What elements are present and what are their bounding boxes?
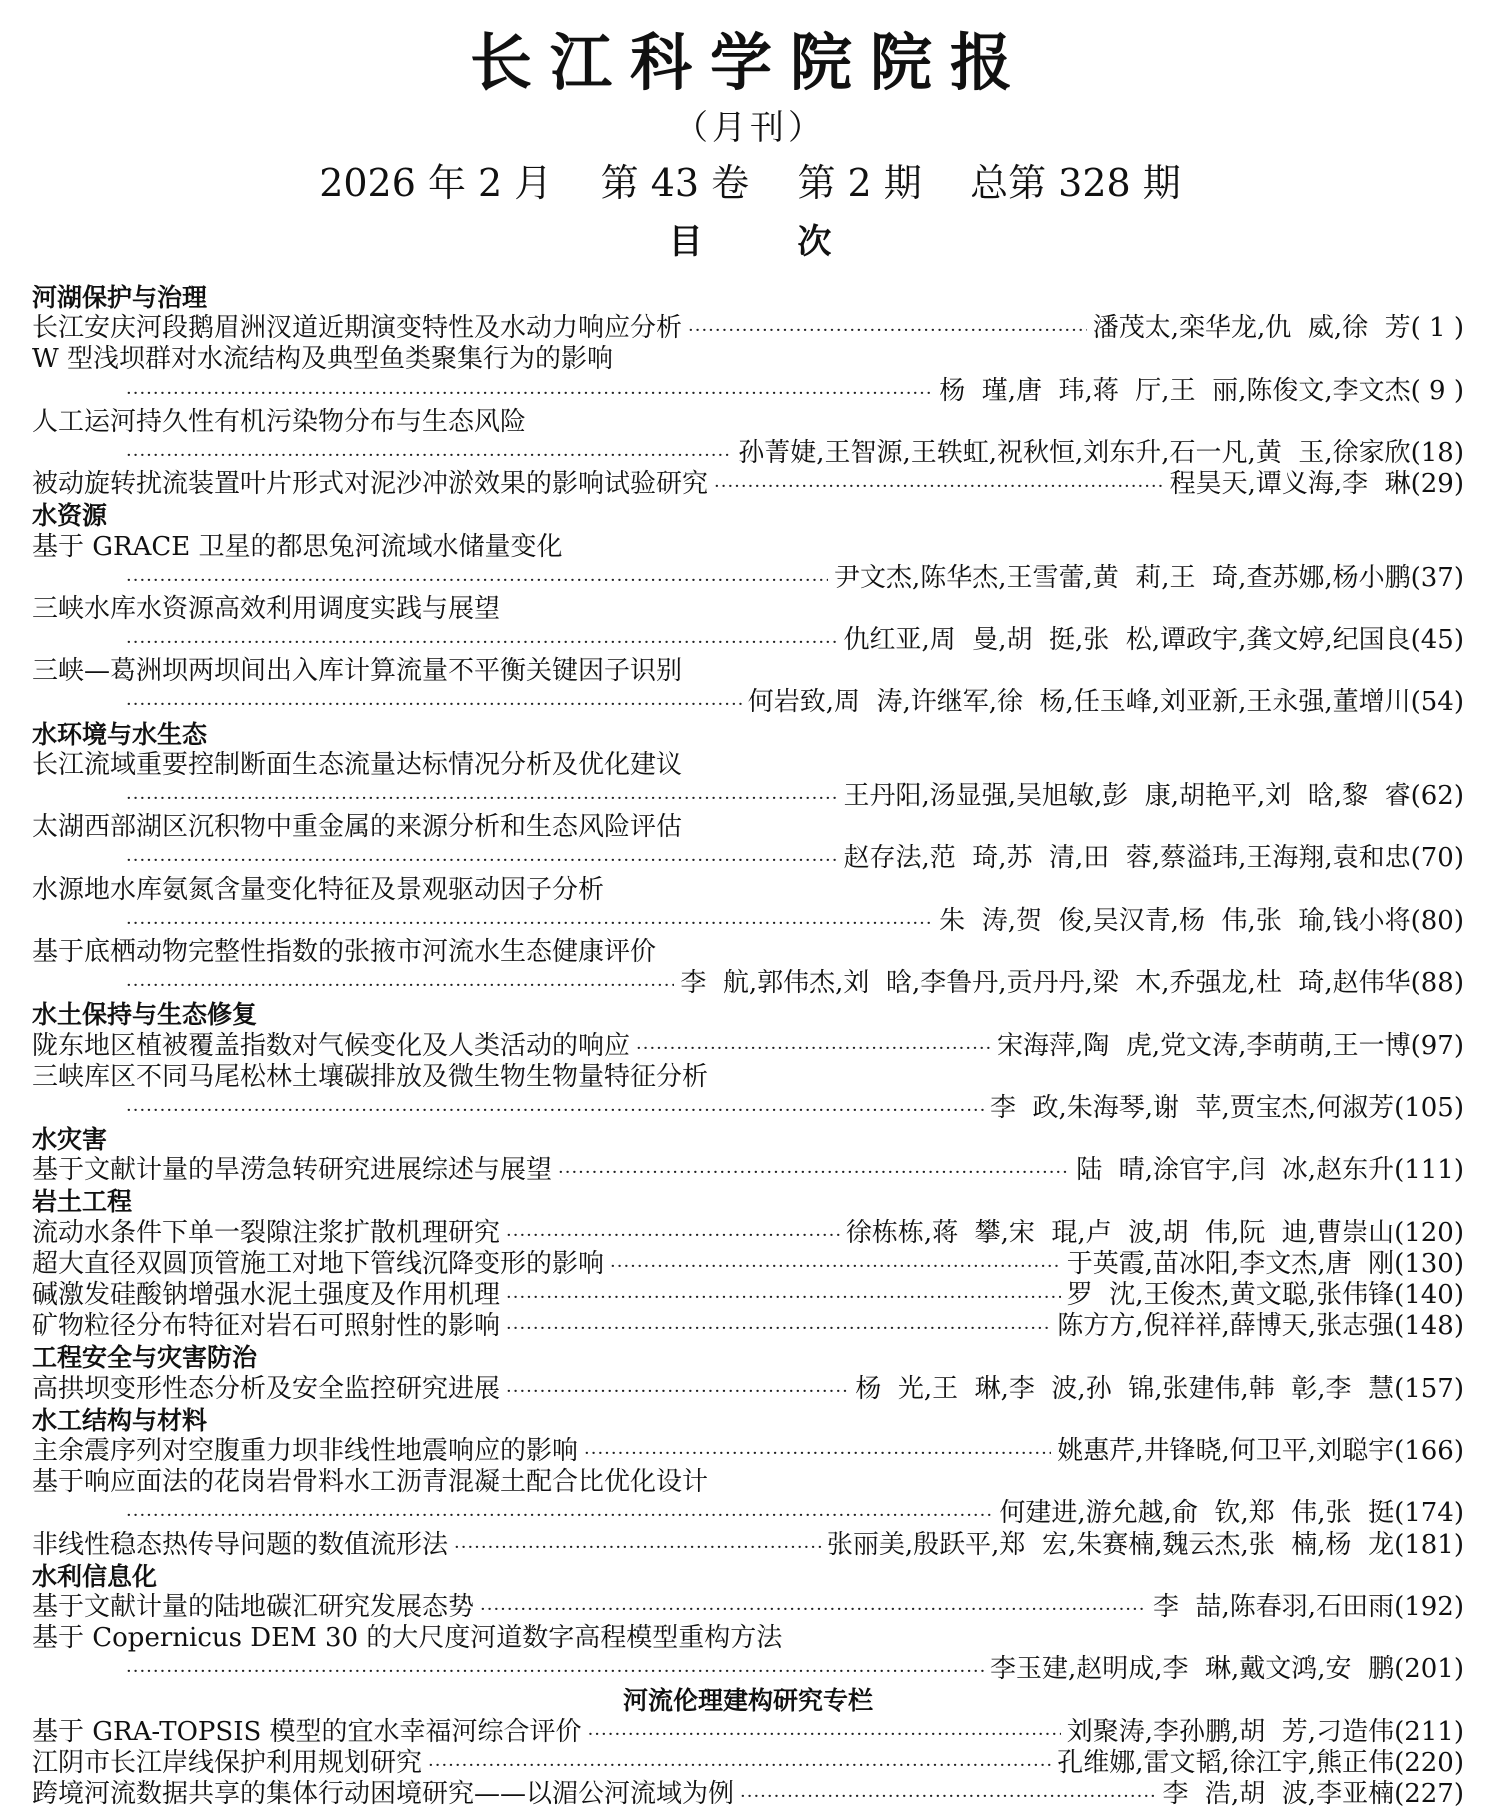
toc-entry[interactable] — [32, 1093, 1464, 1124]
article-authors: 仇红亚,周 曼,胡 挺,张 松,谭政宇,龚文婷,纪国良 — [843, 625, 1411, 656]
publication-frequency: （月刊） — [674, 108, 826, 148]
article-authors: 孙菁婕,王智源,王轶虹,祝秋恒,刘东升,石一凡,黄 玉,徐家欣 — [738, 437, 1411, 468]
page-number: (45) — [1410, 625, 1464, 656]
toc-entry[interactable] — [32, 687, 1464, 718]
article-title[interactable]: W 型浅坝群对水流结构及典型鱼类聚集行为的影响 — [32, 344, 613, 375]
section-heading: 水环境与水生态 — [32, 719, 208, 749]
page-number: (166) — [1394, 1435, 1464, 1466]
dot-leader — [454, 1532, 821, 1563]
toc-entry[interactable] — [32, 968, 1464, 999]
page-number: (192) — [1394, 1591, 1464, 1622]
dot-leader — [126, 908, 933, 939]
article-title[interactable]: 基于 GRA-TOPSIS 模型的宜水幸福河综合评价 — [32, 1716, 582, 1747]
page-number: ( 9 ) — [1410, 375, 1464, 406]
toc-entry-title-line[interactable] — [32, 407, 1464, 438]
toc-entry[interactable] — [32, 1530, 1464, 1561]
section-heading: 水工结构与材料 — [32, 1405, 208, 1435]
article-title[interactable]: 基于文献计量的陆地碳汇研究发展态势 — [32, 1591, 475, 1622]
dot-leader — [636, 1033, 991, 1064]
toc-entry-title-line[interactable] — [32, 344, 1464, 375]
article-title[interactable]: 跨境河流数据共享的集体行动困境研究——以湄公河流域为例 — [32, 1779, 735, 1809]
page-number: (105) — [1394, 1092, 1464, 1123]
dot-leader — [428, 1750, 1051, 1781]
page-number: (148) — [1394, 1311, 1464, 1342]
article-authors: 李 浩,胡 波,李亚楠 — [1162, 1779, 1395, 1809]
article-authors: 徐栋栋,蒋 攀,宋 琨,卢 波,胡 伟,阮 迪,曹崇山 — [845, 1217, 1395, 1248]
article-authors: 姚惠芹,井锋晓,何卫平,刘聪宇 — [1057, 1435, 1395, 1466]
article-title[interactable]: 被动旋转扰流装置叶片形式对泥沙冲淤效果的影响试验研究 — [32, 469, 709, 500]
page-number: (29) — [1410, 469, 1464, 500]
dot-leader — [126, 378, 933, 409]
article-title[interactable]: 三峡—葛洲坝两坝间出入库计算流量不平衡关键因子识别 — [32, 656, 683, 687]
dot-leader — [506, 1220, 840, 1251]
table-of-contents — [32, 282, 1464, 1810]
page-number: (130) — [1394, 1248, 1464, 1279]
toc-entry-title-line[interactable] — [32, 532, 1464, 563]
section-heading: 水利信息化 — [32, 1561, 158, 1591]
dot-leader — [610, 1251, 1061, 1282]
article-authors: 宋海萍,陶 虎,党文涛,李萌萌,王一博 — [997, 1030, 1411, 1061]
section-heading: 河流伦理建构研究专栏 — [622, 1686, 873, 1716]
section-heading: 水土保持与生态修复 — [32, 1000, 258, 1030]
toc-entry-title-line[interactable] — [32, 1062, 1464, 1093]
dot-leader — [740, 1781, 1156, 1812]
article-title[interactable]: 江阴市长江岸线保护利用规划研究 — [32, 1747, 423, 1778]
dot-leader — [714, 471, 1164, 502]
toc-heading: 目 次 — [668, 222, 832, 262]
page-number: (62) — [1410, 781, 1464, 811]
article-title[interactable]: 长江流域重要控制断面生态流量达标情况分析及优化建议 — [32, 749, 683, 780]
toc-entry-title-line[interactable] — [32, 750, 1464, 781]
page-number: (181) — [1394, 1529, 1464, 1560]
article-authors: 李 政,朱海琴,谢 苹,贾宝杰,何淑芳 — [989, 1092, 1395, 1123]
page-number: (88) — [1410, 968, 1464, 999]
article-title[interactable]: 高拱坝变形性态分析及安全监控研究进展 — [32, 1373, 501, 1404]
section-heading: 河湖保护与治理 — [32, 283, 208, 312]
article-title[interactable]: 太湖西部湖区沉积物中重金属的来源分析和生态风险评估 — [32, 812, 683, 843]
page-number: (201) — [1394, 1654, 1464, 1685]
toc-entry[interactable] — [32, 1249, 1464, 1280]
article-authors: 赵存法,范 琦,苏 清,田 蓉,蔡溢玮,王海翔,袁和忠 — [843, 843, 1411, 874]
page-number: (111) — [1394, 1155, 1464, 1186]
toc-entry[interactable] — [32, 1311, 1464, 1342]
article-title[interactable]: 人工运河持久性有机污染物分布与生态风险 — [32, 406, 527, 437]
dot-leader — [480, 1594, 1147, 1625]
article-authors: 罗 沈,王俊杰,黄文聪,张伟锋 — [1066, 1280, 1395, 1310]
article-title[interactable]: 三峡水库水资源高效利用调度实践与展望 — [32, 593, 501, 624]
toc-entry[interactable] — [32, 1374, 1464, 1405]
article-title[interactable]: 碱激发硅酸钠增强水泥土强度及作用机理 — [32, 1280, 501, 1310]
toc-entry[interactable] — [32, 906, 1464, 937]
toc-entry-title-line[interactable] — [32, 594, 1464, 625]
page-number: (157) — [1394, 1373, 1464, 1404]
page-number: (211) — [1394, 1716, 1464, 1747]
page-number: (97) — [1410, 1030, 1464, 1061]
page-number: (227) — [1394, 1779, 1464, 1809]
article-title[interactable]: 非线性稳态热传导问题的数值流形法 — [32, 1529, 449, 1560]
page-number: (174) — [1394, 1498, 1464, 1529]
article-authors: 李玉建,赵明成,李 琳,戴文鸿,安 鹏 — [989, 1654, 1395, 1685]
page-number: (140) — [1394, 1280, 1464, 1310]
article-title[interactable]: 主余震序列对空腹重力坝非线性地震响应的影响 — [32, 1435, 579, 1466]
toc-entry[interactable] — [32, 376, 1464, 407]
dot-leader — [126, 689, 742, 720]
article-title[interactable]: 基于底栖动物完整性指数的张掖市河流水生态健康评价 — [32, 936, 657, 967]
toc-entry[interactable] — [32, 438, 1464, 469]
article-authors: 刘聚涛,李孙鹏,胡 芳,刁造伟 — [1066, 1716, 1395, 1747]
issue-info: 2026 年 2 月 第 43 卷 第 2 期 总第 328 期 — [319, 161, 1181, 205]
toc-entry[interactable] — [32, 1155, 1464, 1186]
toc-entry[interactable] — [32, 781, 1464, 812]
article-authors: 孔维娜,雷文韬,徐江宇,熊正伟 — [1057, 1747, 1395, 1778]
toc-entry[interactable] — [32, 469, 1464, 500]
toc-entry[interactable] — [32, 1498, 1464, 1529]
dot-leader — [126, 1095, 984, 1126]
article-title[interactable]: 矿物粒径分布特征对岩石可照射性的影响 — [32, 1311, 501, 1342]
dot-leader — [506, 1313, 1051, 1344]
section-heading: 水资源 — [32, 501, 108, 531]
toc-entry[interactable] — [32, 1436, 1464, 1467]
dot-leader — [126, 845, 837, 876]
article-authors: 杨 光,王 琳,李 波,孙 锦,张建伟,韩 彰,李 慧 — [855, 1373, 1395, 1404]
toc-entry[interactable] — [32, 563, 1464, 594]
toc-entry[interactable] — [32, 1592, 1464, 1623]
dot-leader — [126, 440, 732, 471]
page-number: (37) — [1410, 562, 1464, 593]
toc-entry[interactable] — [32, 1748, 1464, 1779]
toc-entry[interactable] — [32, 313, 1464, 344]
toc-entry[interactable] — [32, 1654, 1464, 1685]
dot-leader — [126, 783, 837, 814]
dot-leader — [688, 315, 1087, 346]
toc-entry-title-line[interactable] — [32, 812, 1464, 843]
article-authors: 尹文杰,陈华杰,王雪蕾,黄 莉,王 琦,查苏娜,杨小鹏 — [833, 562, 1411, 593]
article-authors: 于英霞,苗冰阳,李文杰,唐 刚 — [1066, 1248, 1395, 1279]
page-number: (54) — [1410, 687, 1464, 718]
toc-entry-title-line[interactable] — [32, 937, 1464, 968]
article-authors: 陈方方,倪祥祥,薛博天,张志强 — [1057, 1311, 1395, 1342]
article-title[interactable]: 基于 GRACE 卫星的都思兔河流域水储量变化 — [32, 531, 563, 562]
dot-leader — [584, 1438, 1051, 1469]
dot-leader — [126, 1656, 984, 1687]
article-title[interactable]: 基于文献计量的旱涝急转研究进展综述与展望 — [32, 1155, 553, 1186]
dot-leader — [126, 970, 674, 1001]
page-number: (70) — [1410, 843, 1464, 874]
page-number: (220) — [1394, 1747, 1464, 1778]
article-authors: 何岩致,周 涛,许继军,徐 杨,任玉峰,刘亚新,王永强,董增川 — [747, 687, 1411, 718]
section-heading: 岩土工程 — [32, 1187, 133, 1217]
toc-entry[interactable] — [32, 1717, 1464, 1748]
toc-entry[interactable] — [32, 1218, 1464, 1249]
toc-entry[interactable] — [32, 1031, 1464, 1062]
article-authors: 朱 涛,贺 俊,吴汉青,杨 伟,张 瑜,钱小将 — [939, 905, 1411, 936]
article-authors: 程昊天,谭义海,李 琳 — [1169, 469, 1411, 500]
toc-entry-title-line[interactable] — [32, 875, 1464, 906]
toc-entry-title-line[interactable] — [32, 656, 1464, 687]
article-title[interactable]: 超大直径双圆顶管施工对地下管线沉降变形的影响 — [32, 1248, 605, 1279]
toc-entry[interactable] — [32, 843, 1464, 874]
article-authors: 陆 晴,涂官宇,闫 冰,赵东升 — [1076, 1155, 1395, 1186]
article-title[interactable]: 基于 Copernicus DEM 30 的大尺度河道数字高程模型重构方法 — [32, 1623, 783, 1654]
article-title[interactable]: 流动水条件下单一裂隙注浆扩散机理研究 — [32, 1217, 501, 1248]
article-authors: 李 航,郭伟杰,刘 晗,李鲁丹,贡丹丹,梁 木,乔强龙,杜 琦,赵伟华 — [680, 968, 1411, 999]
page-number: (120) — [1394, 1217, 1464, 1248]
article-authors: 杨 瑾,唐 玮,蒋 厅,王 丽,陈俊文,李文杰 — [939, 375, 1411, 406]
article-title[interactable]: 三峡库区不同马尾松林土壤碳排放及微生物生物量特征分析 — [32, 1061, 709, 1092]
toc-entry[interactable] — [32, 625, 1464, 656]
page-number: (80) — [1410, 905, 1464, 936]
section-heading: 水灾害 — [32, 1125, 108, 1155]
dot-leader — [126, 1500, 993, 1531]
journal-title: 长江科学院院报 — [469, 26, 1030, 99]
section-heading: 工程安全与灾害防治 — [32, 1343, 258, 1373]
toc-entry-title-line[interactable] — [32, 1623, 1464, 1654]
article-title[interactable]: 基于响应面法的花岗岩骨料水工沥青混凝土配合比优化设计 — [32, 1467, 709, 1498]
toc-entry[interactable] — [32, 1779, 1464, 1810]
article-authors: 王丹阳,汤显强,吴旭敏,彭 康,胡艳平,刘 晗,黎 睿 — [843, 781, 1411, 811]
article-title[interactable]: 长江安庆河段鹅眉洲汊道近期演变特性及水动力响应分析 — [32, 313, 683, 344]
article-authors: 张丽美,殷跃平,郑 宏,朱赛楠,魏云杰,张 楠,杨 龙 — [826, 1529, 1395, 1560]
toc-entry[interactable] — [32, 1280, 1464, 1311]
dot-leader — [126, 627, 837, 658]
article-authors: 李 喆,陈春羽,石田雨 — [1153, 1591, 1395, 1622]
article-title[interactable]: 陇东地区植被覆盖指数对气候变化及人类活动的响应 — [32, 1030, 631, 1061]
article-authors: 何建进,游允越,俞 钦,郑 伟,张 挺 — [999, 1498, 1395, 1529]
dot-leader — [588, 1719, 1061, 1750]
dot-leader — [126, 565, 828, 596]
dot-leader — [506, 1282, 1061, 1313]
dot-leader — [506, 1376, 849, 1407]
page-number: ( 1 ) — [1410, 313, 1464, 344]
article-title[interactable]: 水源地水库氨氮含量变化特征及景观驱动因子分析 — [32, 874, 605, 905]
article-authors: 潘茂太,栾华龙,仇 威,徐 芳 — [1092, 313, 1411, 344]
dot-leader — [558, 1157, 1070, 1188]
page-number: (18) — [1410, 437, 1464, 468]
toc-entry-title-line[interactable] — [32, 1467, 1464, 1498]
